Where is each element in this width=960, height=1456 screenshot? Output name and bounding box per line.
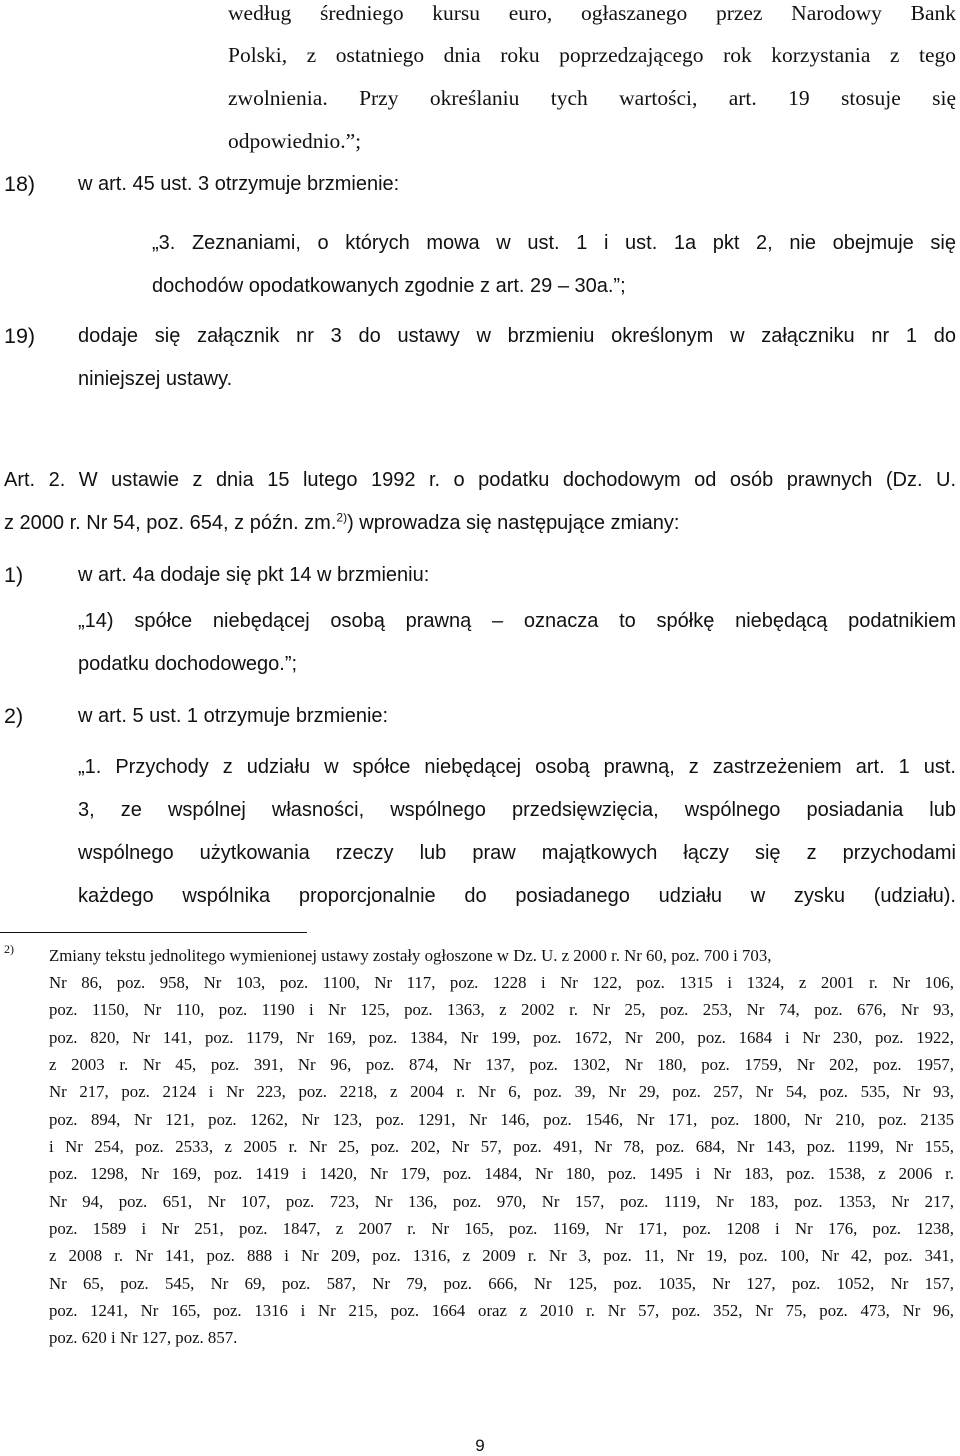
footnote-line-8: i Nr 254, poz. 2533, z 2005 r. Nr 25, poz. 202, Nr 57, poz. 491, Nr 78, poz. 684, Nr 143, poz. 1199, Nr 155, — [49, 1137, 954, 1156]
footnote-line-14: poz. 1241, Nr 165, poz. 1316 i Nr 215, poz. 1664 oraz z 2010 r. Nr 57, poz. 352, Nr 75, poz. 473, Nr 96, — [49, 1301, 954, 1320]
item-18-quote-line-1: „3. Zeznaniami, o których mowa w ust. 1 i ust. 1a pkt 2, nie obejmuje się — [152, 232, 956, 254]
continuation-line-1: według średniego kursu euro, ogłaszanego przez Narodowy Bank — [228, 1, 956, 25]
footnote-separator — [0, 932, 307, 933]
item-number-19: 19) — [4, 324, 36, 348]
page-number: 9 — [475, 1436, 485, 1455]
item-1-text: w art. 4a dodaje się pkt 14 w brzmieniu: — [78, 564, 430, 586]
continuation-line-4: odpowiednio.”; — [228, 129, 362, 153]
art-2-line-2-rest: ) wprowadza się następujące zmiany: — [347, 512, 680, 534]
footnote-line-3: poz. 1150, Nr 110, poz. 1190 i Nr 125, poz. 1363, z 2002 r. Nr 25, poz. 253, Nr 74, poz. 676, Nr 93, — [49, 1000, 954, 1019]
footnote-line-2: Nr 86, poz. 958, Nr 103, poz. 1100, Nr 117, poz. 1228 i Nr 122, poz. 1315 i 1324, z 2001 r. Nr 106, — [49, 973, 954, 992]
item-19-line-2: niniejszej ustawy. — [78, 368, 233, 390]
footnote-line-6: Nr 217, poz. 2124 i Nr 223, poz. 2218, z 2004 r. Nr 6, poz. 39, Nr 29, poz. 257, Nr 54, poz. 535, Nr 93, — [49, 1082, 954, 1101]
footnote-line-10: Nr 94, poz. 651, Nr 107, poz. 723, Nr 136, poz. 970, Nr 157, poz. 1119, Nr 183, poz. 1353, Nr 217, — [49, 1192, 954, 1211]
footnote-reference[interactable]: 2) — [336, 510, 348, 525]
footnote-line-7: poz. 894, Nr 121, poz. 1262, Nr 123, poz. 1291, Nr 146, poz. 1546, Nr 171, poz. 1800, Nr 210, poz. 2135 — [49, 1110, 954, 1129]
footnote-line-15: poz. 620 i Nr 127, poz. 857. — [49, 1328, 238, 1347]
continuation-line-2: Polski, z ostatniego dnia roku poprzedzającego rok korzystania z tego — [228, 43, 956, 67]
footnote-line-9: poz. 1298, Nr 169, poz. 1419 i 1420, Nr 179, poz. 1484, Nr 180, poz. 1495 i Nr 183, poz. 1538, z 2006 r. — [49, 1164, 954, 1183]
item-19-line-1: dodaje się załącznik nr 3 do ustawy w brzmieniu określonym w załączniku nr 1 do — [78, 325, 956, 347]
item-number-1: 1) — [4, 563, 24, 587]
art-2-line-2-text: z 2000 r. Nr 54, poz. 654, z późn. zm. — [4, 512, 337, 534]
footnote-line-13: Nr 65, poz. 545, Nr 69, poz. 587, Nr 79, poz. 666, Nr 125, poz. 1035, Nr 127, poz. 1052, Nr 157, — [49, 1274, 954, 1293]
art-2-heading-line-1: Art. 2. W ustawie z dnia 15 lutego 1992 r. o podatku dochodowym od osób prawnych (Dz. U. — [4, 469, 956, 491]
footnote-line-12: z 2008 r. Nr 141, poz. 888 i Nr 209, poz. 1316, z 2009 r. Nr 3, poz. 11, Nr 19, poz. 100, Nr 42, poz. 341, — [49, 1246, 954, 1265]
item-18-quote-line-2: dochodów opodatkowanych zgodnie z art. 29 – 30a.”; — [152, 275, 626, 297]
footnote-line-4: poz. 820, Nr 141, poz. 1179, Nr 169, poz. 1384, Nr 199, poz. 1672, Nr 200, poz. 1684 i Nr 230, poz. 1922, — [49, 1028, 954, 1047]
item-number-2: 2) — [4, 704, 24, 728]
art-2-heading-line-2 — [4, 510, 679, 536]
footnote-marker: 2) — [4, 942, 14, 956]
continuation-line-3: zwolnienia. Przy określaniu tych wartości, art. 19 stosuje się — [228, 86, 956, 110]
item-2-text: w art. 5 ust. 1 otrzymuje brzmienie: — [78, 705, 389, 727]
footnote-line-11: poz. 1589 i Nr 251, poz. 1847, z 2007 r. Nr 165, poz. 1169, Nr 171, poz. 1208 i Nr 176, poz. 1238, — [49, 1219, 954, 1238]
item-2-quote-line-1: „1. Przychody z udziału w spółce niebędącej osobą prawną, z zastrzeżeniem art. 1 ust. — [78, 756, 956, 778]
item-18-text: w art. 45 ust. 3 otrzymuje brzmienie: — [78, 173, 400, 195]
item-1-quote-line-2: podatku dochodowego.”; — [78, 653, 298, 675]
item-2-quote-line-2: 3, ze wspólnej własności, wspólnego przedsięwzięcia, wspólnego posiadania lub — [78, 799, 956, 821]
footnote-line-5: z 2003 r. Nr 45, poz. 391, Nr 96, poz. 874, Nr 137, poz. 1302, Nr 180, poz. 1759, Nr 202, poz. 1957, — [49, 1055, 954, 1074]
item-2-quote-line-4: każdego wspólnika proporcjonalnie do posiadanego udziału w zysku (udziału). — [78, 885, 956, 907]
item-1-quote-line-1: „14) spółce niebędącej osobą prawną – oznacza to spółkę niebędącą podatnikiem — [78, 610, 956, 632]
item-2-quote-line-3: wspólnego użytkowania rzeczy lub praw majątkowych łączy się z przychodami — [78, 842, 956, 864]
footnote-line-1: Zmiany tekstu jednolitego wymienionej ustawy zostały ogłoszone w Dz. U. z 2000 r. Nr 60, poz. 700 i 703, — [49, 946, 772, 965]
item-number-18: 18) — [4, 172, 36, 196]
